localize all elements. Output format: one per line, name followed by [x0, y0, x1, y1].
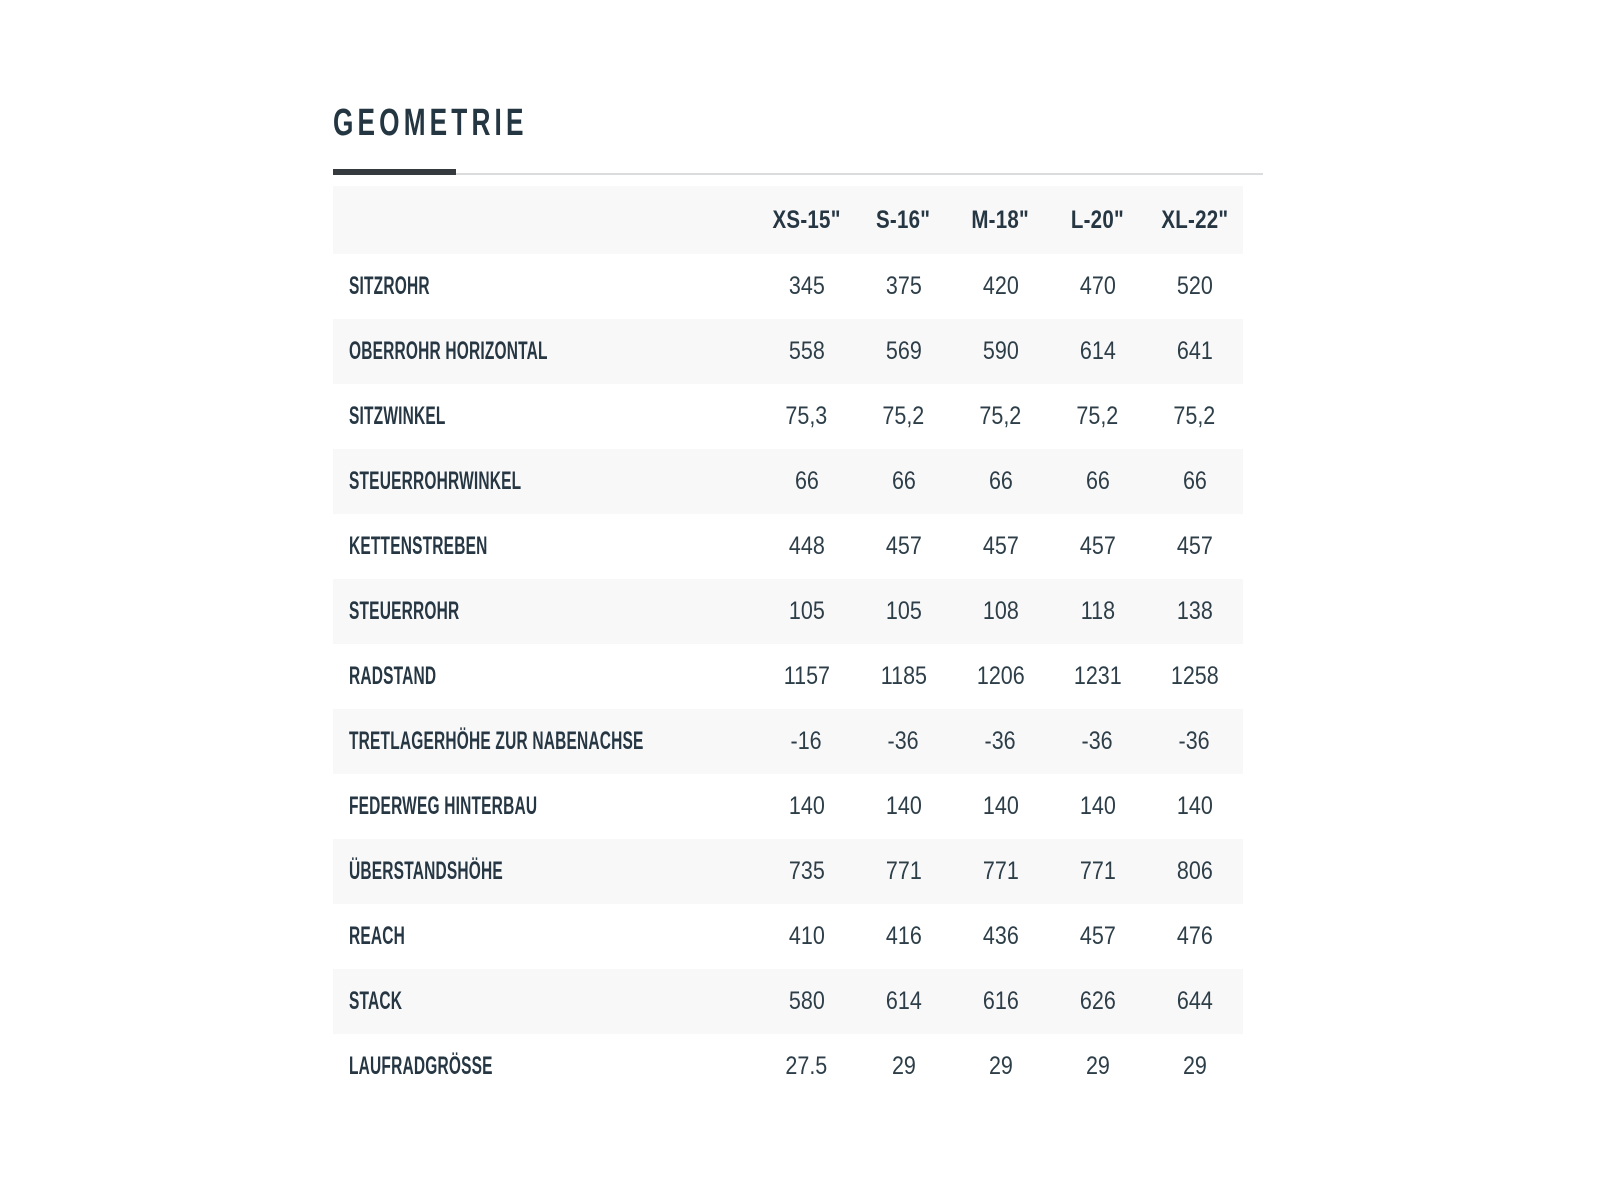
table-row	[333, 579, 1243, 644]
geometry-value: 614	[1079, 337, 1116, 365]
column-header-label: S-16"	[876, 205, 931, 234]
geometry-value-cell	[1146, 319, 1243, 384]
table-row	[333, 839, 1243, 904]
geometry-value-cell	[1049, 904, 1146, 969]
geometry-value: -16	[790, 727, 823, 755]
geometry-value: 1185	[880, 662, 927, 690]
row-label	[333, 319, 758, 384]
geometry-value: 771	[885, 857, 922, 885]
geometry-value: 644	[1176, 987, 1213, 1015]
section-title-text: GEOMETRIE	[333, 102, 528, 144]
column-header-label: XS-15"	[772, 205, 841, 234]
row-label-text: SITZWINKEL	[349, 402, 446, 430]
row-label-text: SITZROHR	[349, 272, 430, 300]
geometry-value: 626	[1079, 987, 1116, 1015]
geometry-value: 410	[788, 922, 825, 950]
geometry-value-cell	[952, 839, 1049, 904]
geometry-value: 140	[982, 792, 1019, 820]
geometry-value: 66	[891, 467, 916, 495]
geometry-value-cell	[855, 644, 952, 709]
table-row	[333, 1034, 1243, 1099]
geometry-value-cell	[855, 254, 952, 319]
geometry-value-cell	[1146, 839, 1243, 904]
geometry-value-cell	[1049, 319, 1146, 384]
row-label-text: LAUFRADGRÖSSE	[349, 1052, 493, 1080]
geometry-value: 66	[1085, 467, 1110, 495]
column-header	[758, 186, 855, 254]
geometry-value: 457	[1176, 532, 1213, 560]
row-label	[333, 579, 758, 644]
geometry-value-cell	[758, 579, 855, 644]
geometry-value-cell	[1146, 969, 1243, 1034]
geometry-value: 1157	[783, 662, 830, 690]
row-label-text: KETTENSTREBEN	[349, 532, 488, 560]
geometry-table	[333, 186, 1243, 1099]
geometry-value: 590	[982, 337, 1019, 365]
row-label	[333, 254, 758, 319]
geometry-value-cell	[855, 969, 952, 1034]
row-label-text: ÜBERSTANDSHÖHE	[349, 857, 503, 885]
geometry-value-cell	[758, 904, 855, 969]
geometry-value: 29	[1182, 1052, 1207, 1080]
row-label-text: STEUERROHRWINKEL	[349, 467, 522, 495]
row-label	[333, 449, 758, 514]
row-label-text: TRETLAGERHÖHE ZUR NABENACHSE	[349, 727, 644, 755]
geometry-value: 569	[885, 337, 922, 365]
geometry-value: 735	[788, 857, 825, 885]
geometry-value: 470	[1079, 272, 1116, 300]
geometry-value-cell	[952, 254, 1049, 319]
geometry-value-cell	[855, 319, 952, 384]
geometry-value: 420	[982, 272, 1019, 300]
column-header	[952, 186, 1049, 254]
row-label	[333, 774, 758, 839]
row-label-text: FEDERWEG HINTERBAU	[349, 792, 538, 820]
geometry-value-cell	[952, 904, 1049, 969]
geometry-value: 436	[982, 922, 1019, 950]
geometry-value-cell	[1146, 384, 1243, 449]
geometry-value: 140	[1079, 792, 1116, 820]
geometry-value-cell	[855, 514, 952, 579]
row-label-text: RADSTAND	[349, 662, 437, 690]
geometry-value-cell	[1146, 579, 1243, 644]
row-label-text: STEUERROHR	[349, 597, 460, 625]
geometry-value: 75,2	[1076, 402, 1119, 430]
geometry-value-cell	[1049, 774, 1146, 839]
geometry-value-cell	[1049, 644, 1146, 709]
geometry-value-cell	[758, 514, 855, 579]
column-header-label: M-18"	[971, 205, 1030, 234]
geometry-value: 558	[788, 337, 825, 365]
table-row	[333, 514, 1243, 579]
geometry-value-cell	[855, 579, 952, 644]
geometry-value-cell	[952, 1034, 1049, 1099]
geometry-value-cell	[1146, 709, 1243, 774]
table-row	[333, 904, 1243, 969]
geometry-value-cell	[1049, 449, 1146, 514]
geometry-value: 771	[1079, 857, 1116, 885]
geometry-value-cell	[1049, 1034, 1146, 1099]
geometry-value-cell	[1049, 254, 1146, 319]
column-header	[855, 186, 952, 254]
geometry-value-cell	[855, 1034, 952, 1099]
geometry-value: 66	[1182, 467, 1207, 495]
geometry-value: 641	[1176, 337, 1213, 365]
geometry-value-cell	[952, 774, 1049, 839]
geometry-value: 105	[885, 597, 922, 625]
geometry-value: -36	[984, 727, 1017, 755]
geometry-value: 476	[1176, 922, 1213, 950]
geometry-value-cell	[952, 319, 1049, 384]
geometry-value-cell	[855, 839, 952, 904]
geometry-value: 375	[885, 272, 922, 300]
geometry-value: 118	[1080, 597, 1115, 625]
geometry-value-cell	[1146, 644, 1243, 709]
geometry-table-wrapper	[333, 186, 1263, 1099]
table-row	[333, 254, 1243, 319]
table-row	[333, 384, 1243, 449]
row-label	[333, 709, 758, 774]
row-label	[333, 644, 758, 709]
geometry-value: 75,2	[979, 402, 1022, 430]
geometry-value: 29	[1085, 1052, 1110, 1080]
geometry-value-cell	[758, 839, 855, 904]
geometry-value: 29	[891, 1052, 916, 1080]
geometry-value-cell	[855, 904, 952, 969]
table-row	[333, 319, 1243, 384]
row-label	[333, 839, 758, 904]
geometry-value: 416	[885, 922, 922, 950]
row-label	[333, 384, 758, 449]
geometry-value: 806	[1176, 857, 1213, 885]
column-header-label: L-20"	[1070, 205, 1125, 234]
column-header	[1049, 186, 1146, 254]
geometry-value-cell	[952, 449, 1049, 514]
row-label-text: STACK	[349, 987, 403, 1015]
title-divider	[333, 169, 1263, 175]
geometry-value: 1206	[976, 662, 1025, 690]
geometry-value-cell	[1146, 449, 1243, 514]
geometry-value: 138	[1176, 597, 1213, 625]
row-label	[333, 969, 758, 1034]
table-corner-cell	[333, 186, 758, 254]
geometry-value: 616	[982, 987, 1019, 1015]
divider-accent	[333, 169, 456, 175]
table-row	[333, 709, 1243, 774]
geometry-value-cell	[758, 644, 855, 709]
geometry-value: 105	[788, 597, 825, 625]
geometry-value: 457	[885, 532, 922, 560]
table-row	[333, 449, 1243, 514]
geometry-value-cell	[1049, 579, 1146, 644]
geometry-value: 27.5	[785, 1052, 828, 1080]
geometry-value-cell	[855, 449, 952, 514]
column-header-label: XL-22"	[1160, 205, 1229, 234]
geometry-value: 1231	[1073, 662, 1122, 690]
geometry-value: -36	[887, 727, 920, 755]
geometry-value-cell	[1146, 904, 1243, 969]
geometry-value-cell	[1049, 514, 1146, 579]
geometry-value-cell	[758, 969, 855, 1034]
table-row	[333, 644, 1243, 709]
geometry-value: 457	[1079, 532, 1116, 560]
geometry-value: 140	[788, 792, 825, 820]
geometry-value-cell	[855, 709, 952, 774]
geometry-value-cell	[1049, 839, 1146, 904]
geometry-value-cell	[1146, 774, 1243, 839]
geometry-value-cell	[952, 384, 1049, 449]
geometry-value-cell	[758, 384, 855, 449]
geometry-value-cell	[952, 579, 1049, 644]
geometry-value: 75,2	[1173, 402, 1216, 430]
geometry-value: 29	[988, 1052, 1013, 1080]
geometry-value-cell	[758, 254, 855, 319]
geometry-value: -36	[1178, 727, 1211, 755]
row-label	[333, 1034, 758, 1099]
geometry-value-cell	[1146, 1034, 1243, 1099]
geometry-value-cell	[952, 969, 1049, 1034]
divider-line	[333, 173, 1263, 175]
geometry-value-cell	[758, 1034, 855, 1099]
geometry-value: 614	[885, 987, 922, 1015]
geometry-section	[333, 103, 1263, 1099]
table-header-row	[333, 186, 1243, 254]
geometry-value-cell	[758, 319, 855, 384]
geometry-value: 66	[794, 467, 819, 495]
geometry-value: 108	[982, 597, 1019, 625]
geometry-value: 1258	[1170, 662, 1219, 690]
geometry-value-cell	[758, 774, 855, 839]
geometry-value-cell	[952, 709, 1049, 774]
geometry-value-cell	[952, 644, 1049, 709]
geometry-value: 75,2	[882, 402, 925, 430]
geometry-value: 580	[788, 987, 825, 1015]
section-title	[333, 103, 1263, 143]
geometry-value-cell	[758, 449, 855, 514]
geometry-value-cell	[855, 384, 952, 449]
geometry-value: 66	[988, 467, 1013, 495]
row-label-text: OBERROHR HORIZONTAL	[349, 337, 548, 365]
geometry-value-cell	[1049, 709, 1146, 774]
geometry-value: 140	[1176, 792, 1213, 820]
geometry-value-cell	[1049, 384, 1146, 449]
geometry-value: 457	[982, 532, 1019, 560]
geometry-value-cell	[1049, 969, 1146, 1034]
geometry-value: 448	[788, 532, 825, 560]
row-label-text: REACH	[349, 922, 406, 950]
column-header	[1146, 186, 1243, 254]
geometry-value: 520	[1176, 272, 1213, 300]
geometry-value: 771	[982, 857, 1019, 885]
geometry-value-cell	[855, 774, 952, 839]
table-row	[333, 969, 1243, 1034]
table-row	[333, 774, 1243, 839]
geometry-value-cell	[758, 709, 855, 774]
geometry-value-cell	[1146, 254, 1243, 319]
geometry-value: 140	[885, 792, 922, 820]
geometry-value-cell	[1146, 514, 1243, 579]
row-label	[333, 514, 758, 579]
geometry-value: 457	[1079, 922, 1116, 950]
row-label	[333, 904, 758, 969]
geometry-value: 75,3	[785, 402, 828, 430]
geometry-value: 345	[788, 272, 825, 300]
geometry-value-cell	[952, 514, 1049, 579]
geometry-value: -36	[1081, 727, 1114, 755]
